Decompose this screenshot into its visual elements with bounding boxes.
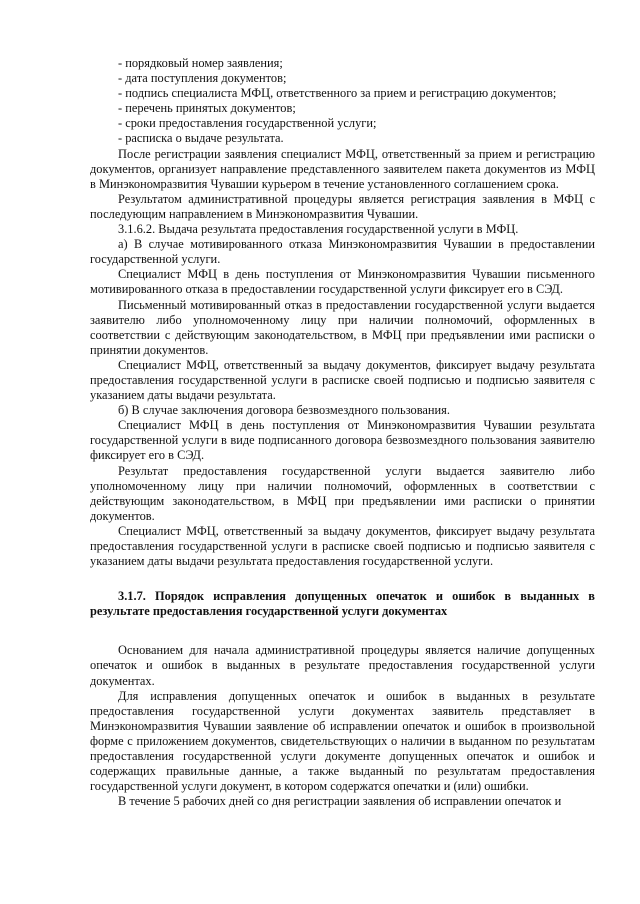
paragraph: Результат предоставления государственной услуги выдается заявителю либо уполномоченному лицу при наличии полномочий, оформленных в соответствии с действующим законодательством, в МФЦ при предъявлении ими расписки о принятии документов. xyxy=(90,463,595,523)
paragraph: Основанием для начала административной процедуры является наличие допущенных опечаток и ошибок в выданных в результате предоставления государственной услуги документах. xyxy=(90,643,595,688)
paragraph: Специалист МФЦ, ответственный за выдачу документов, фиксирует выдачу результата предоставления государственной услуги в расписке своей подписью и подписью заявителя с указанием даты выдачи результата. xyxy=(90,357,595,403)
list-item: - порядковый номер заявления; xyxy=(118,56,283,70)
paragraph: Специалист МФЦ в день поступления от Минэкономразвития Чувашии результата государственной услуги в виде подписанного договора безвозмездного пользования заявителю фиксирует его в СЭД. xyxy=(90,418,595,463)
list-item: - дата поступления документов; xyxy=(118,71,287,86)
paragraph: Письменный мотивированный отказ в предоставлении государственной услуги выдается заявителю либо уполномоченному лицу при наличии полномочий, оформленных в соответствии с действующим законодательством, в МФЦ при предъявлении ими расписки о принятии документов. xyxy=(90,297,595,357)
paragraph: б) В случае заключения договора безвозмездного пользования. xyxy=(118,403,450,418)
document-page xyxy=(90,56,595,809)
paragraph: Для исправления допущенных опечаток и ошибок в выданных в результате предоставления государственной услуги документах заявитель представляет в Минэкономразвития Чувашии заявление об исправлении опечаток и ошибок в произвольной форме с приложением документов, свидетельствующих о наличии в выданном по результатам предоставления государственной услуги документе допущенных опечаток и ошибок и содержащих правильные данные, а также выданный по результатам предоставления государственной услуги документ, в котором содержатся опечатки и (или) ошибки. xyxy=(90,688,595,794)
paragraph: Специалист МФЦ в день поступления от Минэкономразвития Чувашии письменного мотивированного отказа в предоставлении государственной услуги фиксирует его в СЭД. xyxy=(90,267,595,297)
list-item: - сроки предоставления государственной услуги; xyxy=(118,116,377,131)
section-body-after-heading xyxy=(90,643,595,809)
section-body-before-heading xyxy=(90,147,595,570)
paragraph: а) В случае мотивированного отказа Минэкономразвития Чувашии в предоставлении государственной услуги. xyxy=(90,237,595,267)
list-item: - подпись специалиста МФЦ, ответственного за прием и регистрацию документов; xyxy=(118,86,557,101)
list-item: - перечень принятых документов; xyxy=(118,101,296,116)
paragraph: Результатом административной процедуры является регистрация заявления в МФЦ с последующим направлением в Минэкономразвития Чувашии. xyxy=(90,191,595,221)
details-list xyxy=(90,56,595,147)
paragraph: В течение 5 рабочих дней со дня регистрации заявления об исправлении опечаток и xyxy=(118,794,562,809)
paragraph: После регистрации заявления специалист МФЦ, ответственный за прием и регистрацию документов, организует направление представленного заявителем пакета документов из МФЦ в Минэкономразвития Чувашии курьером в течение установленного соглашением срока. xyxy=(90,146,595,191)
subsection-title: 3.1.6.2. Выдача результата предоставления государственной услуги в МФЦ. xyxy=(118,222,519,237)
list-item: - расписка о выдаче результата. xyxy=(118,131,284,146)
paragraph: Специалист МФЦ, ответственный за выдачу документов, фиксирует выдачу результата предоставления государственной услуги в расписке своей подписью и подписью заявителя с указанием даты выдачи результата предоставления государственной услуги. xyxy=(90,523,595,569)
section-heading: 3.1.7. Порядок исправления допущенных опечаток и ошибок в выданных в результате предоставления государственной услуги документах xyxy=(90,589,595,619)
